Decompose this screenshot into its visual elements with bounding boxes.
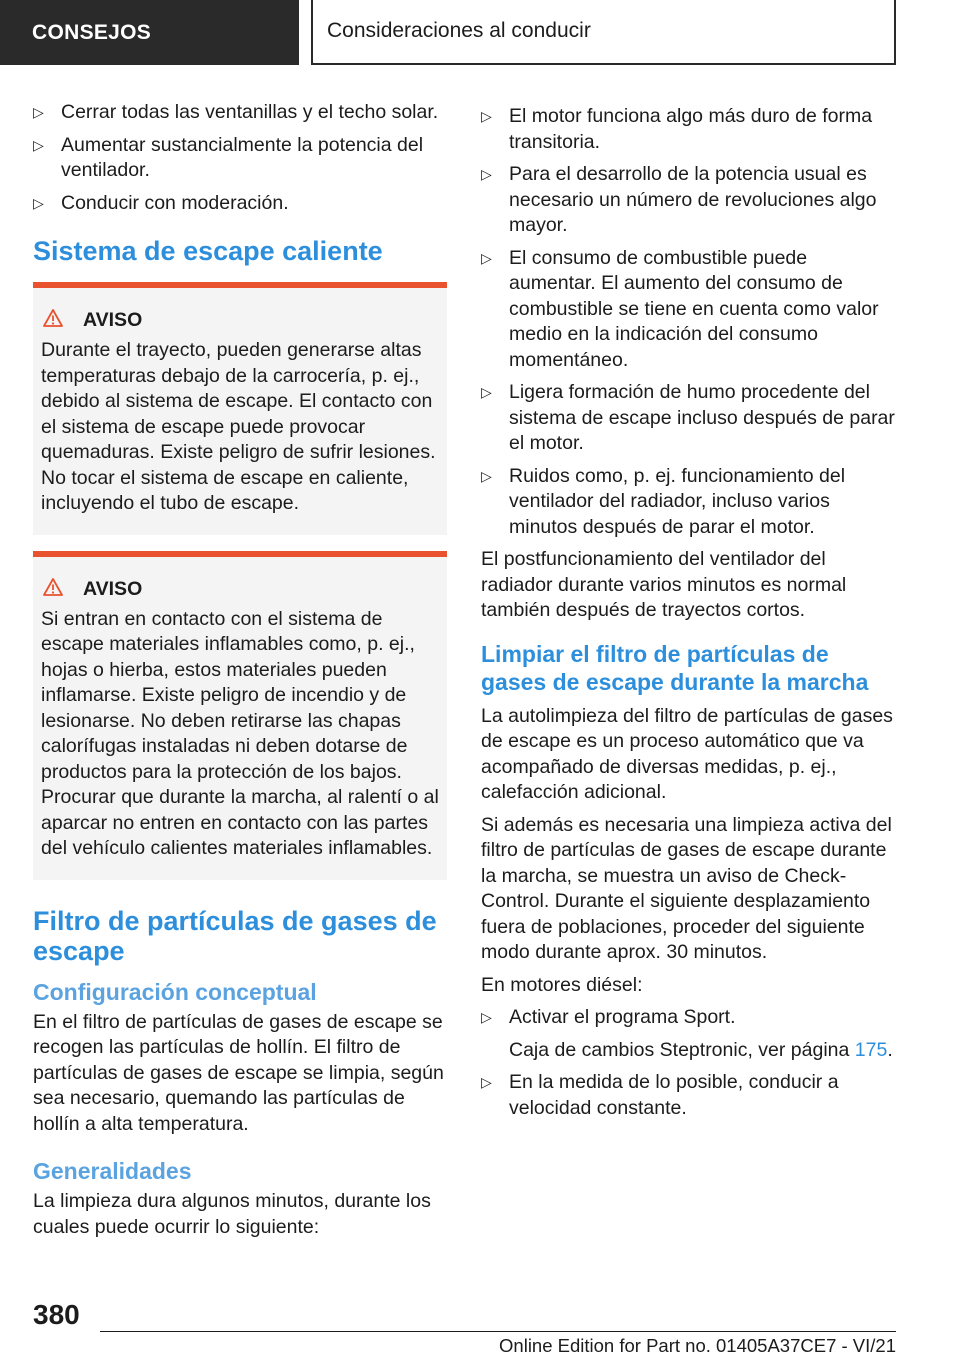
- triangle-bullet-icon: ▷: [33, 104, 44, 120]
- page-number: 380: [33, 1299, 80, 1330]
- triangle-bullet-icon: ▷: [481, 249, 492, 266]
- heading-general: Generalidades: [33, 1158, 192, 1184]
- heading-concept: Configuración conceptual: [33, 978, 317, 1005]
- triangle-bullet-icon: ▷: [481, 1074, 492, 1090]
- list-item: ▷ Aumentar sustancialmente la potencia del ventilador.: [33, 133, 424, 181]
- warning-triangle-icon: [43, 309, 63, 327]
- edition-footer: Online Edition for Part no. 01405A37CE7 - VI/21: [499, 1335, 896, 1356]
- footer-divider: [100, 1331, 896, 1332]
- warning-box: [33, 282, 447, 535]
- page-link[interactable]: 175: [854, 1038, 888, 1061]
- heading-clean-filter: Limpiar el filtro de partículas de gases de escape durante la marcha: [481, 640, 869, 695]
- general-paragraph: La limpieza dura algunos minutos, durante los cuales puede ocurrir lo siguiente:: [33, 1190, 431, 1238]
- warning-box: [33, 551, 447, 880]
- right-column: [481, 104, 895, 1128]
- warning-title: AVISO: [41, 575, 439, 603]
- triangle-bullet-icon: ▷: [481, 108, 492, 124]
- warning-title: AVISO: [41, 306, 439, 334]
- list-item: ▷ Ligera formación de humo procedente del sistema de escape incluso después de parar el motor.: [481, 381, 895, 454]
- clean-paragraph-1: La autolimpieza del filtro de partículas de gases de escape es un proceso automático que va acompañado de diversas medidas, p. ej., calefacción adicional.: [481, 704, 893, 803]
- list-item: ▷ Ruidos como, p. ej. funcionamiento del ventilador del radiador, incluso varios minutos después de parar el motor.: [481, 464, 846, 538]
- concept-paragraph: En el filtro de partículas de gases de escape se recogen las partículas de hollín. El filtro de partículas de gases de escape se limpia, según sea necesario, quemando las partículas de hollín a alta temperatura.: [33, 1010, 444, 1135]
- warning-triangle-icon: [43, 578, 63, 596]
- chapter-title: Consideraciones al conducir: [311, 0, 896, 65]
- postrun-paragraph: El postfuncionamiento del ventilador del radiador durante varios minutos es normal también después de trayectos cortos.: [481, 548, 847, 621]
- list-item: ▷ Conducir con moderación.: [33, 191, 447, 217]
- triangle-bullet-icon: ▷: [33, 136, 44, 153]
- steptronic-note: Caja de cambios Steptronic, ver página 175.: [509, 1038, 893, 1061]
- triangle-bullet-icon: ▷: [481, 166, 492, 182]
- triangle-bullet-icon: ▷: [33, 194, 44, 211]
- list-item: ▷ El motor funciona algo más duro de forma transitoria.: [481, 105, 873, 153]
- list-item: ▷ En la medida de lo posible, conducir a velocidad constante.: [481, 1071, 839, 1119]
- list-item: ▷ Para el desarrollo de la potencia usual es necesario un número de revoluciones algo mayor.: [481, 163, 877, 236]
- heading-hot-exhaust: Sistema de escape caliente: [33, 236, 383, 266]
- warning-text: Durante el trayecto, pueden generarse altas temperaturas debajo de la carrocería, p. ej., debido al sistema de escape. El contacto con el sistema de escape puede provocar quemaduras. Existe peligro de sufrir lesiones. No tocar el sistema de escape en caliente, incluyendo el tubo de escape.: [41, 339, 436, 514]
- left-column: [33, 100, 447, 1247]
- section-tab: CONSEJOS: [0, 0, 299, 65]
- diesel-label: En motores diésel:: [481, 973, 643, 996]
- warning-text: Si entran en contacto con el sistema de escape materiales inflamables como, p. ej., hojas o hierba, estos materiales pueden inflamarse. Existe peligro de incendio y de lesionarse. No deben retirarse las chapas calorífugas instaladas ni deben dotarse de productos para la protección de los bajos. Procurar que durante la marcha, al ralentí o al aparcar no entren en contacto con las partes del vehículo calientes materiales inflamables.: [41, 607, 439, 859]
- heading-particle-filter: Filtro de partículas de gases de escape: [33, 905, 437, 966]
- list-item: ▷ El consumo de combustible puede aumentar. El aumento del consumo de combustible se tiene en cuenta como valor medio en la indicación del consumo momentáneo.: [481, 246, 879, 371]
- list-item: ▷ Cerrar todas las ventanillas y el techo solar.: [33, 100, 447, 126]
- triangle-bullet-icon: ▷: [481, 1009, 492, 1025]
- clean-paragraph-2: Si además es necesaria una limpieza activa del filtro de partículas de gases de escape durante la marcha, se muestra un aviso de Check-Control. Durante el siguiente desplazamiento fuera de poblaciones, proceder del siguiente modo durante aprox. 30 minutos.: [481, 813, 892, 963]
- triangle-bullet-icon: ▷: [481, 467, 492, 484]
- triangle-bullet-icon: ▷: [481, 384, 492, 400]
- list-item: ▷ Activar el programa Sport.: [481, 1005, 895, 1031]
